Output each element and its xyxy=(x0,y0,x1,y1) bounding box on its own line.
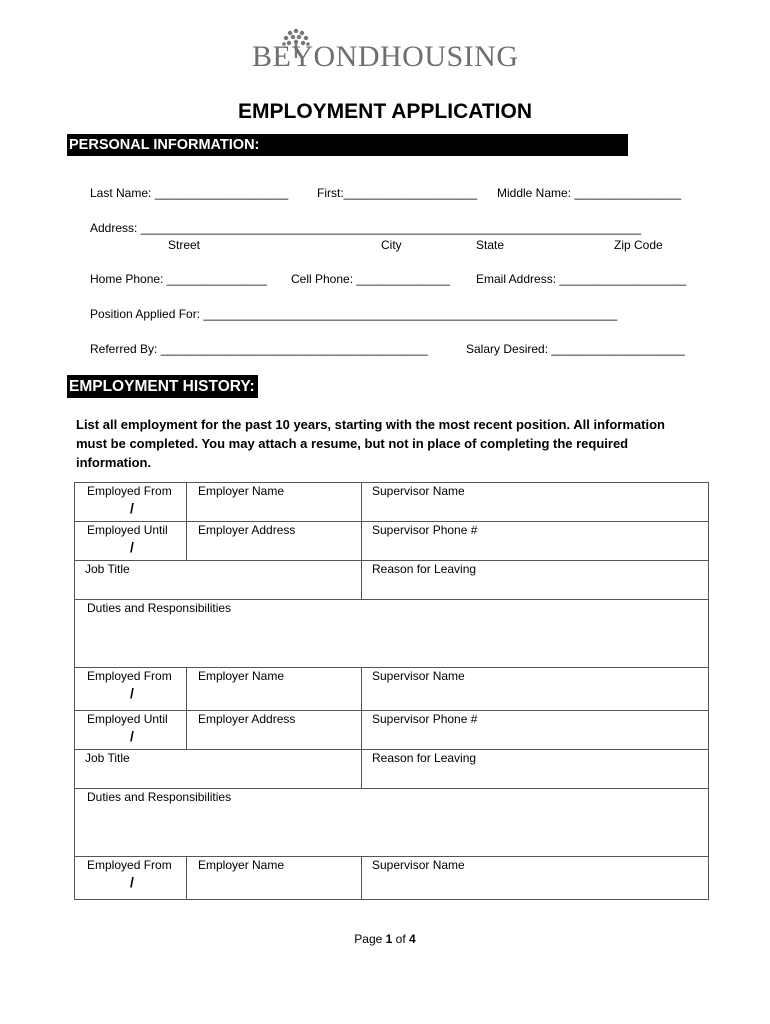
employer-address-label: Employer Address xyxy=(198,523,296,537)
employer-name-label: Employer Name xyxy=(198,858,285,872)
employed-until-label: Employed Until xyxy=(87,712,168,726)
supervisor-name-label: Supervisor Name xyxy=(372,484,465,498)
employment-history-heading: EMPLOYMENT HISTORY: xyxy=(67,375,258,398)
employed-from-label: Employed From xyxy=(87,858,172,872)
date-slash: / xyxy=(130,685,134,701)
cell-phone-field[interactable]: Cell Phone: ______________ xyxy=(291,272,450,286)
home-phone-field[interactable]: Home Phone: _______________ xyxy=(90,272,267,286)
logo-text: BEYONDHOUSING xyxy=(252,40,519,73)
duties-label: Duties and Responsibilities xyxy=(87,601,232,615)
page-number: 1 xyxy=(385,932,393,946)
supervisor-phone-label: Supervisor Phone # xyxy=(372,523,478,537)
duties-label: Duties and Responsibilities xyxy=(87,790,232,804)
date-slash: / xyxy=(130,539,134,555)
address-field[interactable]: Address: ___________________________________________________________________________ xyxy=(90,221,642,235)
last-name-field[interactable]: Last Name: ____________________ xyxy=(90,186,289,200)
page-total: 4 xyxy=(409,932,416,946)
employed-from-label: Employed From xyxy=(87,484,172,498)
employed-until-label: Employed Until xyxy=(87,523,168,537)
page-of: of xyxy=(392,932,410,946)
state-label: State xyxy=(476,238,505,252)
employer-address-label: Employer Address xyxy=(198,712,296,726)
street-label: Street xyxy=(168,238,201,252)
first-name-field[interactable]: First:____________________ xyxy=(317,186,478,200)
personal-information-heading: PERSONAL INFORMATION: xyxy=(67,134,628,156)
page-footer xyxy=(0,932,770,946)
employer-name-label: Employer Name xyxy=(198,484,285,498)
employed-from-label: Employed From xyxy=(87,669,172,683)
beyond-housing-logo xyxy=(252,26,522,76)
reason-leaving-label: Reason for Leaving xyxy=(372,751,477,765)
city-label: City xyxy=(381,238,402,252)
referred-by-field[interactable]: Referred By: ________________________________________ xyxy=(90,342,428,356)
salary-desired-field[interactable]: Salary Desired: ____________________ xyxy=(466,342,685,356)
supervisor-name-label: Supervisor Name xyxy=(372,669,465,683)
job-title-label: Job Title xyxy=(85,562,130,576)
reason-leaving-label: Reason for Leaving xyxy=(372,562,477,576)
date-slash: / xyxy=(130,728,134,744)
supervisor-name-label: Supervisor Name xyxy=(372,858,465,872)
employment-history-table xyxy=(74,482,709,900)
employer-name-label: Employer Name xyxy=(198,669,285,683)
zip-code-label: Zip Code xyxy=(614,238,663,252)
instructions-paragraph: List all employment for the past 10 years, starting with the most recent position. All information must be completed. You may attach a resume, but not in place of completing the required information. xyxy=(76,417,665,470)
job-title-label: Job Title xyxy=(85,751,130,765)
supervisor-phone-label: Supervisor Phone # xyxy=(372,712,478,726)
date-slash: / xyxy=(130,500,134,516)
position-applied-field[interactable]: Position Applied For: ______________________________________________________________ xyxy=(90,307,618,321)
email-address-field[interactable]: Email Address: ___________________ xyxy=(476,272,687,286)
page-prefix: Page xyxy=(354,932,386,946)
date-slash: / xyxy=(130,874,134,890)
middle-name-field[interactable]: Middle Name: ________________ xyxy=(497,186,682,200)
page-title: EMPLOYMENT APPLICATION xyxy=(238,100,532,123)
